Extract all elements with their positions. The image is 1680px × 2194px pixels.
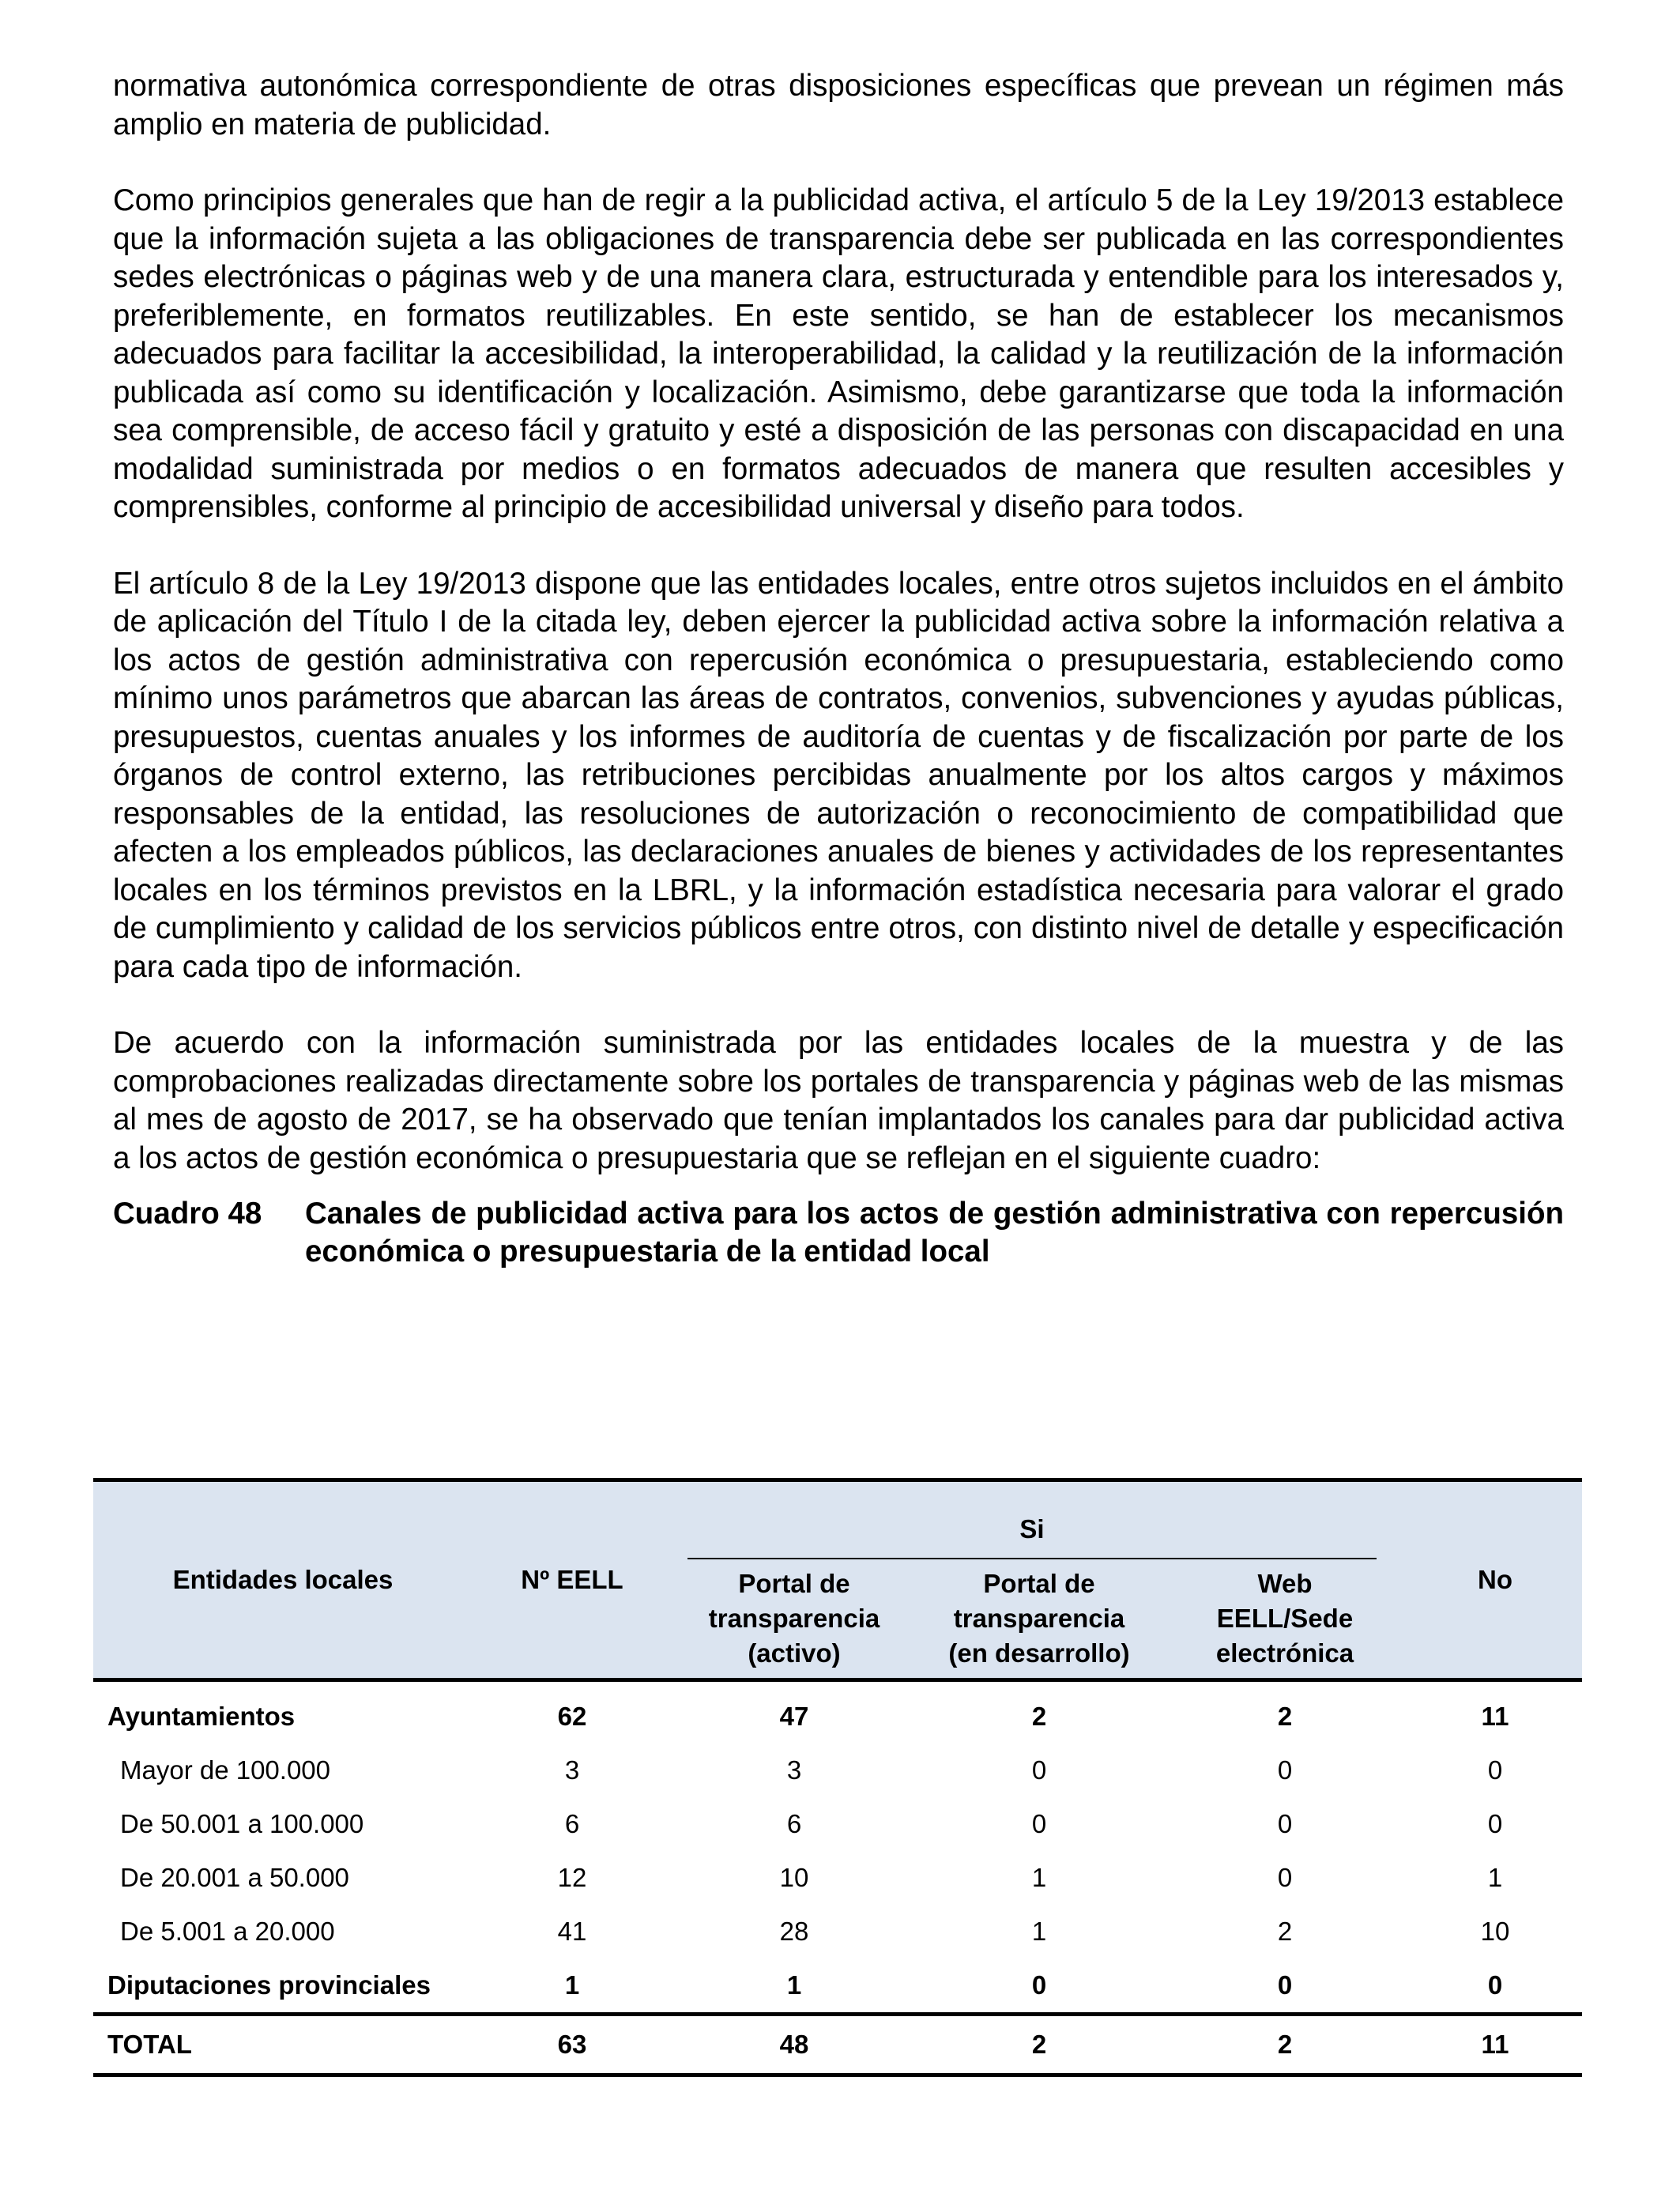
cell-activo: 28: [779, 1917, 809, 1946]
cell-web: 0: [1277, 1970, 1293, 2000]
caption-title: Canales de publicidad activa para los actos de gestión administrativa con repercusión económica o presupuestaria de la entidad local: [305, 1197, 1564, 1269]
row-label: Diputaciones provinciales: [107, 1970, 431, 2000]
cell-num: 41: [557, 1917, 587, 1946]
cell-no: 10: [1480, 1917, 1510, 1946]
document-body: [113, 67, 1564, 1271]
cell-activo: 3: [786, 1755, 802, 1785]
header-si: [672, 1480, 1408, 1560]
row-label: Ayuntamientos: [107, 1702, 296, 1731]
total-web: 2: [1162, 2015, 1408, 2075]
cell-no: 1: [1487, 1863, 1503, 1892]
cell-web: 0: [1277, 1809, 1293, 1838]
header-portal-desarrollo: Portal de transparencia (en desarrollo): [917, 1559, 1162, 1680]
paragraph-3: El artículo 8 de la Ley 19/2013 dispone que las entidades locales, entre otros sujetos incluidos en el ámbito de aplicación del Título I de la citada ley, deben ejercer la publicidad activa sobre la información relativa a los actos de gestión administrativa con repercusión económica o presupuestaria, estableciendo como mínimo unos parámetros que abarcan las áreas de contratos, convenios, subvenciones y ayudas públicas, presupuestos, cuentas anuales y los informes de auditoría de cuentas y de fiscalización por parte de los órganos de control externo, las retribuciones percibidas anualmente por los altos cargos y máximos responsables de la entidad, las resoluciones de autorización o reconocimiento de compatibilidad que afecten a los empleados públicos, las declaraciones anuales de bienes y actividades de los representantes locales en los términos previstos en la LBRL, y la información estadística necesaria para valorar el grado de cumplimiento y calidad de los servicios públicos entre otros, con distinto nivel de detalle y especificación para cada tipo de información.: [113, 566, 1564, 984]
cell-desarrollo: 1: [1031, 1917, 1047, 1946]
cell-desarrollo: 0: [1031, 1755, 1047, 1785]
cell-desarrollo: 0: [1031, 1970, 1047, 2000]
header-entidades: Entidades locales: [93, 1480, 473, 1680]
cell-num: 3: [564, 1755, 580, 1785]
cell-web: 0: [1277, 1863, 1293, 1892]
caption-number: Cuadro 48: [113, 1197, 262, 1231]
table-row: [93, 1680, 1582, 1744]
table-row: [93, 1744, 1582, 1797]
cell-no: 0: [1487, 1755, 1503, 1785]
total-label: TOTAL: [93, 2015, 473, 2075]
cell-no: 0: [1487, 1809, 1503, 1838]
cell-web: 2: [1277, 1702, 1293, 1731]
paragraph-4: De acuerdo con la información suministrada por las entidades locales de la muestra y de las comprobaciones realizadas directamente sobre los portales de transparencia y páginas web de las mismas al mes de agosto de 2017, se ha observado que tenían implantados los canales para dar publicidad activa a los actos de gestión económica o presupuestaria que se reflejan en el siguiente cuadro:: [113, 1026, 1564, 1175]
table-row: [93, 1797, 1582, 1851]
table-row: [93, 1851, 1582, 1905]
cell-desarrollo: 1: [1031, 1863, 1047, 1892]
data-table: [93, 1478, 1582, 2077]
cell-num: 6: [564, 1809, 580, 1838]
total-no: 11: [1408, 2015, 1582, 2075]
cell-num: 12: [557, 1863, 587, 1892]
row-label: Mayor de 100.000: [120, 1755, 331, 1785]
row-label: De 5.001 a 20.000: [120, 1917, 335, 1946]
cell-web: 0: [1277, 1755, 1293, 1785]
total-num: 63: [473, 2015, 672, 2075]
header-si-label: Si: [687, 1512, 1377, 1559]
header-portal-activo: Portal de transparencia (activo): [672, 1559, 917, 1680]
header-web: Web EELL/Sede electrónica: [1162, 1559, 1408, 1680]
cell-activo: 10: [779, 1863, 809, 1892]
cell-activo: 1: [786, 1970, 802, 2000]
paragraph-2: Como principios generales que han de regir a la publicidad activa, el artículo 5 de la Ley 19/2013 establece que la información sujeta a las obligaciones de transparencia debe ser publicada en las correspondientes sedes electrónicas o páginas web y de una manera clara, estructurada y entendible para los interesados y, preferiblemente, en formatos reutilizables. En este sentido, se han de establecer los mecanismos adecuados para facilitar la accesibilidad, la interoperabilidad, la calidad y la reutilización de la información publicada así como su identificación y localización. Asimismo, debe garantizarse que toda la información sea comprensible, de acceso fácil y gratuito y esté a disposición de las personas con discapacidad en una modalidad suministrada por medios o en formatos adecuados de manera que resulten accesibles y comprensibles, conforme al principio de accesibilidad universal y diseño para todos.: [113, 183, 1564, 524]
table-container: [93, 1478, 1582, 2077]
cell-desarrollo: 0: [1031, 1809, 1047, 1838]
cell-activo: 47: [779, 1702, 809, 1731]
table-row: [93, 1905, 1582, 1958]
table-row: [93, 1958, 1582, 2015]
cell-num: 62: [557, 1702, 587, 1731]
row-label: De 20.001 a 50.000: [120, 1863, 349, 1892]
cell-activo: 6: [786, 1809, 802, 1838]
cell-num: 1: [564, 1970, 580, 2000]
header-num-eell: Nº EELL: [473, 1480, 672, 1680]
cell-no: 0: [1487, 1970, 1503, 2000]
cell-no: 11: [1481, 1702, 1509, 1731]
cell-web: 2: [1277, 1917, 1293, 1946]
total-activo: 48: [672, 2015, 917, 2075]
total-row: [93, 2015, 1582, 2075]
row-label: De 50.001 a 100.000: [120, 1809, 364, 1838]
paragraph-1: normativa autonómica correspondiente de otras disposiciones específicas que prevean un régimen más amplio en materia de publicidad.: [113, 69, 1564, 141]
total-desarrollo: 2: [917, 2015, 1162, 2075]
header-no: No: [1408, 1480, 1582, 1680]
cell-desarrollo: 2: [1031, 1702, 1047, 1731]
table-caption: [113, 1195, 1564, 1271]
